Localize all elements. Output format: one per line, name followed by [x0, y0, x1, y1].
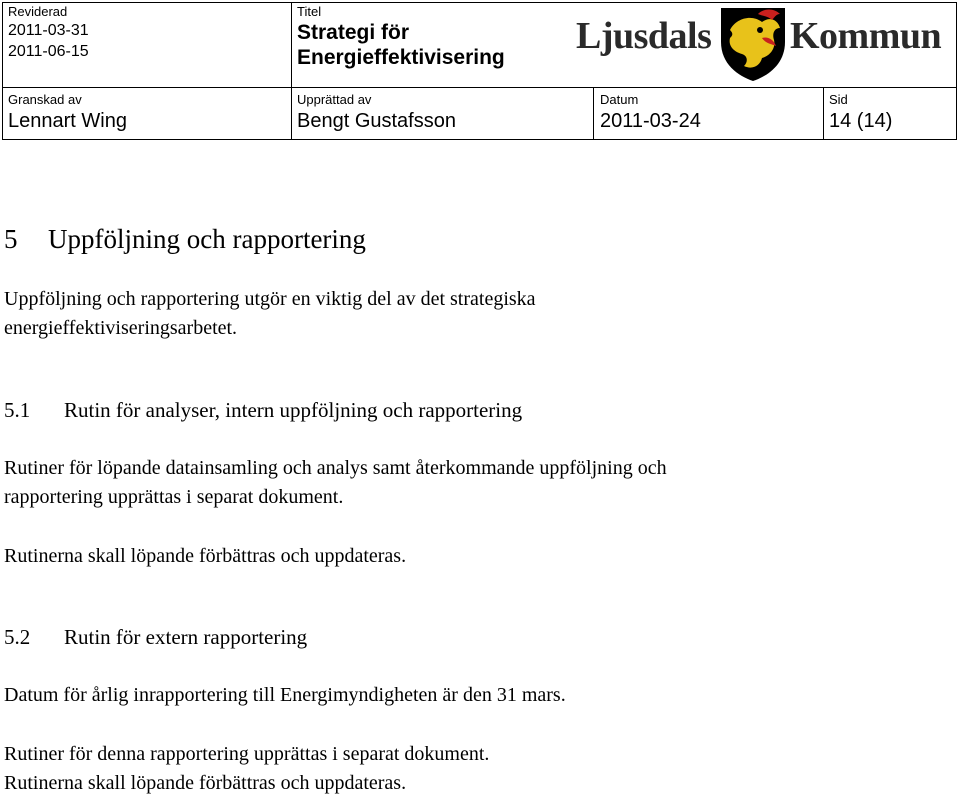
header-border-top — [2, 2, 957, 3]
subsection-number: 5.1 — [4, 398, 31, 422]
paragraph-line: Datum för årlig inrapportering till Energimyndigheten är den 31 mars. — [4, 684, 566, 706]
revised-date: 2011-06-15 — [8, 43, 89, 60]
paragraph-line: Rutinerna skall löpande förbättras och uppdateras. — [4, 545, 407, 567]
date-label: Datum — [600, 92, 639, 107]
reviewed-by-value: Lennart Wing — [8, 110, 127, 132]
subsection-number: 5.2 — [4, 625, 31, 649]
header-col-divider-1 — [291, 2, 292, 140]
subsection-heading — [4, 397, 522, 424]
page-label: Sid — [829, 92, 848, 107]
shield-icon — [718, 6, 788, 82]
reviewed-by-cell — [8, 92, 127, 133]
section-intro-line: energieffektiviseringsarbetet. — [4, 317, 238, 339]
municipality-logo — [570, 6, 955, 82]
revised-label: Reviderad — [8, 4, 68, 19]
title-label: Titel — [297, 4, 322, 19]
header-row-divider — [2, 87, 957, 88]
page-number: 14 (14) — [829, 110, 893, 132]
header-border-bottom — [2, 139, 957, 140]
paragraph-line: Rutiner för denna rapportering upprättas i separat dokument. — [4, 743, 490, 765]
prepared-by-cell — [297, 92, 456, 133]
logo-text-left: Ljusdals — [576, 15, 712, 57]
prepared-by-label: Upprättad av — [297, 92, 372, 107]
header-col-divider-3 — [823, 87, 824, 140]
revised-date: 2011-03-31 — [8, 22, 89, 39]
header-col-divider-2 — [593, 87, 594, 140]
page-cell — [829, 92, 892, 133]
subsection-title: Rutin för extern rapportering — [64, 625, 308, 649]
header-border-right — [956, 2, 957, 140]
header-border-left — [2, 2, 3, 140]
logo-text-right: Kommun — [790, 15, 942, 57]
reviewed-by-label: Granskad av — [8, 92, 82, 107]
prepared-by-value: Bengt Gustafsson — [297, 110, 456, 132]
paragraph-line: Rutinerna skall löpande förbättras och uppdateras. — [4, 772, 407, 794]
document-title-line: Strategi för — [297, 21, 410, 44]
section-title: Uppföljning och rapportering — [48, 224, 366, 254]
revised-cell — [8, 4, 89, 62]
date-value: 2011-03-24 — [600, 110, 701, 132]
section-heading — [4, 222, 366, 256]
section-intro-line: Uppföljning och rapportering utgör en viktig del av det strategiska — [4, 288, 536, 310]
section-number: 5 — [4, 224, 18, 254]
paragraph-line: Rutiner för löpande datainsamling och analys samt återkommande uppföljning och — [4, 457, 667, 479]
title-cell — [297, 4, 505, 70]
document-header — [0, 0, 960, 142]
date-cell — [600, 92, 701, 133]
subsection-heading — [4, 624, 307, 651]
paragraph-line: rapportering upprättas i separat dokument. — [4, 486, 344, 508]
subsection-title: Rutin för analyser, intern uppföljning och rapportering — [64, 398, 523, 422]
document-title-line: Energieffektivisering — [297, 46, 505, 69]
